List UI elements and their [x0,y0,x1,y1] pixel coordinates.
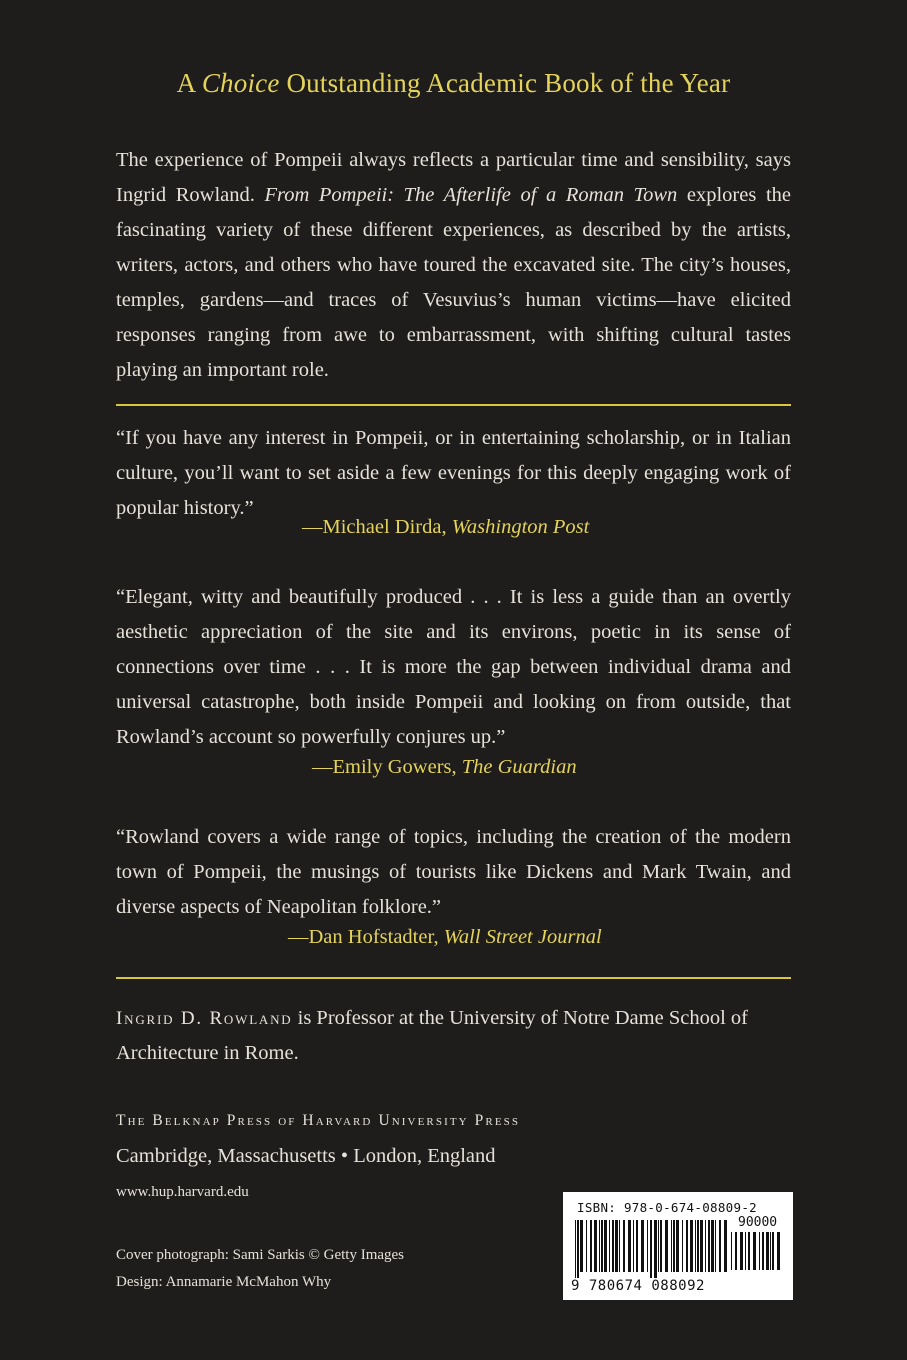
blurb-book-title: From Pompeii: The Afterlife of a Roman Town [264,184,678,206]
review-quote-hofstadter [116,820,791,925]
blurb-part1: The experience of Pompeii always reflects a particular time and sensibility, says Ingrid Rowland. [116,149,791,206]
author-name: Ingrid D. Rowland [116,1008,293,1029]
attribution-source: Washington Post [451,516,590,538]
publisher-location: Cambridge, Massachusetts • London, England [116,1145,496,1167]
divider-rule [116,404,791,406]
quote-attribution-hofstadter [288,926,602,949]
description-blurb [116,143,791,388]
ean-digits: 9 780674 088092 [571,1278,705,1294]
divider-rule [116,977,791,979]
price-code: 90000 [738,1215,778,1230]
isbn-label: ISBN: 978-0-674-08809-2 [577,1200,757,1215]
review-quote-gowers [116,580,791,755]
attribution-author: —Dan Hofstadter, [288,926,444,948]
isbn-barcode [563,1192,793,1300]
quote-attribution-dirda [302,516,589,539]
publisher-name: The Belknap Press of Harvard University Press [116,1112,521,1129]
price-barcode-bars [731,1232,783,1276]
quote-text: “If you have any interest in Pompeii, or in entertaining scholarship, or in Italian culture, you’ll want to set aside a few evenings for this deeply engaging work of popular history.” [116,427,791,519]
quote-text: “Elegant, witty and beautifully produced . . . It is less a guide than an overtly aesthetic appreciation of the site and its environs, poetic in its sense of connections over time . . . It is more the gap between individual drama and universal catastrophe, both inside Pompeii and looking on from outside, that Rowland’s account so powerfully conjures up.” [116,586,791,748]
attribution-source: The Guardian [461,756,577,778]
quote-attribution-gowers [312,756,577,779]
award-heading [0,68,907,99]
attribution-author: —Emily Gowers, [312,756,462,778]
design-credit: Design: Annamarie McMahon Why [116,1274,332,1290]
attribution-source: Wall Street Journal [443,926,602,948]
author-bio [116,1001,796,1071]
author-bio-text: is Professor at the University of Notre Dame School of Architecture in Rome. [116,1007,748,1064]
review-quote-dirda [116,421,791,526]
attribution-author: —Michael Dirda, [302,516,452,538]
award-prefix: A [176,68,202,98]
award-suffix: Outstanding Academic Book of the Year [279,68,731,98]
blurb-part2: explores the fascinating variety of these different experiences, as described by the artists, writers, actors, and others who have toured the excavated site. The city’s houses, temples, gardens—and traces of Vesuvius’s human victims—have elicited responses ranging from awe to embarrassment, with shifting cultural tastes playing an important role. [116,184,791,381]
publisher-website: www.hup.harvard.edu [116,1184,249,1200]
ean-barcode-bars [575,1220,730,1278]
award-choice: Choice [201,68,280,98]
photo-credit: Cover photograph: Sami Sarkis © Getty Images [116,1247,405,1263]
quote-text: “Rowland covers a wide range of topics, including the creation of the modern town of Pompeii, the musings of tourists like Dickens and Mark Twain, and diverse aspects of Neapolitan folklore.” [116,826,791,918]
